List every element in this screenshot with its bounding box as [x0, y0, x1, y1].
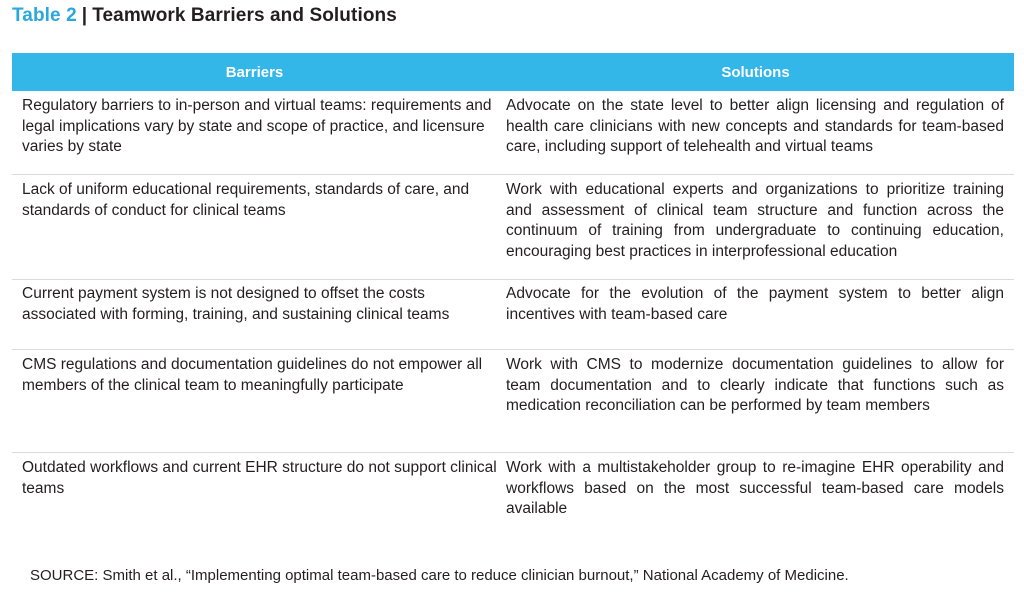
solution-cell: Advocate for the evolution of the payment system to better align incentives with team-based care	[497, 280, 1014, 350]
header-row	[12, 53, 1014, 91]
solution-cell: Work with educational experts and organizations to prioritize training and assessment of clinical team structure and function across the continuum of training from undergraduate to continuing education, encouraging best practices in interprofessional education	[497, 175, 1014, 280]
table-row	[12, 91, 1014, 175]
barrier-cell: CMS regulations and documentation guidelines do not empower all members of the clinical team to meaningfully participate	[12, 350, 497, 453]
solution-cell: Advocate on the state level to better align licensing and regulation of health care clinicians with new concepts and standards for team-based care, including support of telehealth and virtual teams	[506, 97, 1004, 155]
table-title	[12, 5, 397, 27]
table-row	[12, 280, 1014, 350]
title-separator: |	[81, 5, 88, 26]
table-row	[12, 453, 1014, 520]
solution-cell: Work with CMS to modernize documentation guidelines to allow for team documentation and to clearly indicate that functions such as medication reconciliation can be performed by team members	[497, 350, 1014, 453]
source-note: SOURCE: Smith et al., “Implementing optimal team-based care to reduce clinician burnout,” National Academy of Medicine.	[30, 567, 849, 584]
solution-cell: Work with a multistakeholder group to re-imagine EHR operability and workflows based on the most successful team-based care models available	[497, 453, 1014, 520]
table-row	[12, 175, 1014, 280]
barrier-cell: Outdated workflows and current EHR structure do not support clinical teams	[12, 453, 497, 520]
table-row	[12, 350, 1014, 453]
barrier-cell: Lack of uniform educational requirements, standards of care, and standards of conduct for clinical teams	[12, 175, 497, 280]
table-label: Table 2	[12, 5, 77, 26]
column-header-solutions: Solutions	[497, 53, 1014, 91]
table-name: Teamwork Barriers and Solutions	[92, 5, 397, 26]
barrier-cell: Regulatory barriers to in-person and virtual teams: requirements and legal implications vary by state and scope of practice, and licensure varies by state	[22, 97, 492, 155]
barriers-solutions-table	[12, 53, 1014, 520]
column-header-barriers: Barriers	[12, 53, 497, 91]
barrier-cell: Current payment system is not designed to offset the costs associated with forming, training, and sustaining clinical teams	[12, 280, 497, 350]
